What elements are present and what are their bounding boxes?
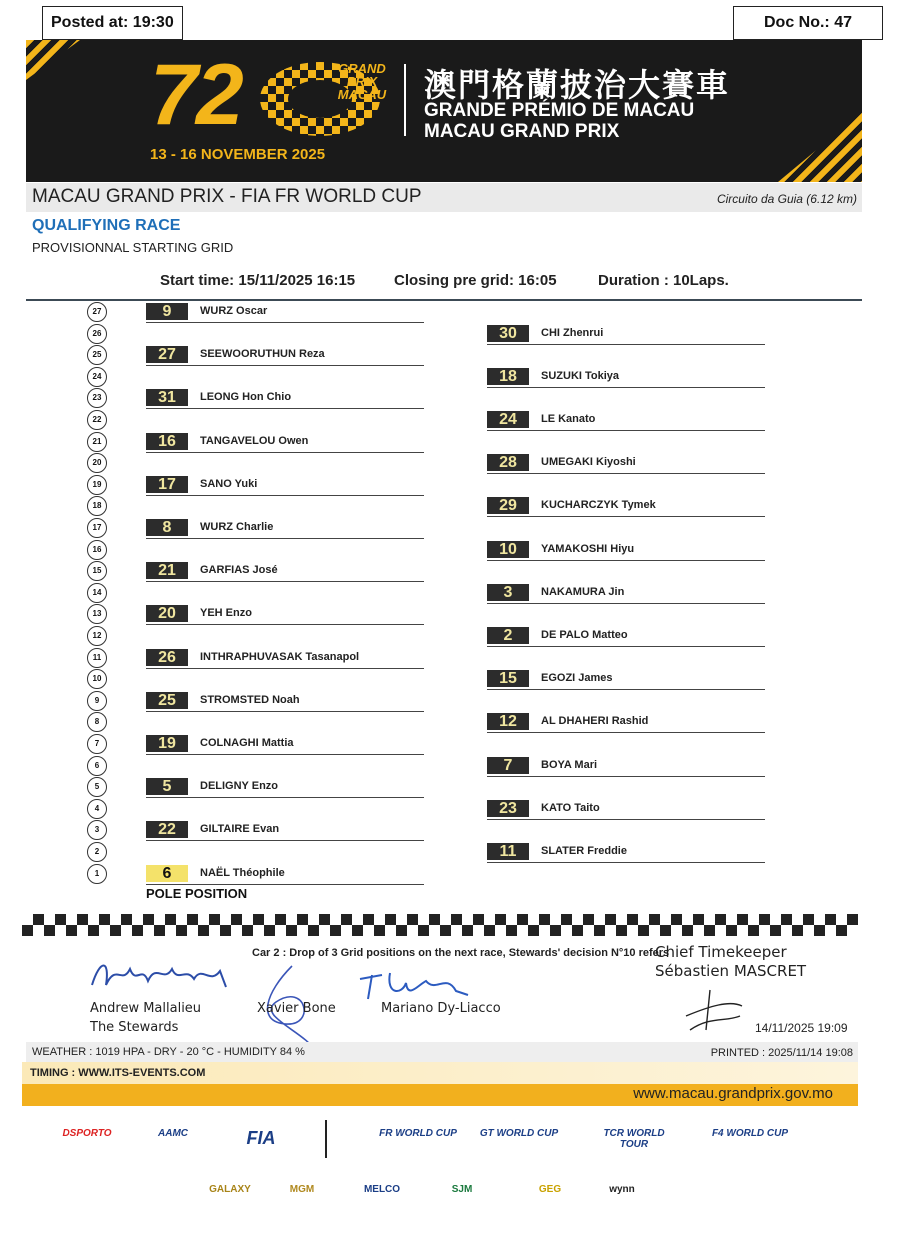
grid-entry-right xyxy=(487,584,767,604)
car-number: 12 xyxy=(487,713,529,730)
driver-name: STROMSTED Noah xyxy=(200,693,300,706)
car-number: 9 xyxy=(146,303,188,320)
driver-name: NAKAMURA Jin xyxy=(541,585,625,598)
entry-underline xyxy=(487,473,765,474)
event-dates: 13 - 16 NOVEMBER 2025 xyxy=(150,146,326,163)
driver-name: AL DHAHERI Rashid xyxy=(541,715,649,728)
grid-entry-left xyxy=(146,476,426,496)
car-number: 31 xyxy=(146,389,188,406)
entry-underline xyxy=(487,603,765,604)
grid-position-marker: 17 xyxy=(87,518,107,538)
grid-entry-left xyxy=(146,303,426,323)
driver-name: UMEGAKI Kiyoshi xyxy=(541,456,636,469)
grid-position-marker: 23 xyxy=(87,388,107,408)
driver-name: BOYA Mari xyxy=(541,758,598,771)
grid-position-marker: 6 xyxy=(87,756,107,776)
sponsor-logo: F4 WORLD CUP xyxy=(711,1128,789,1139)
sponsor-logo: FIA xyxy=(246,1128,276,1148)
chief-signature xyxy=(680,986,750,1036)
entry-underline xyxy=(146,495,424,496)
entry-underline xyxy=(487,646,765,647)
grid-position-marker: 4 xyxy=(87,799,107,819)
grid-entry-right xyxy=(487,411,767,431)
sponsor-logo: TCR WORLD TOUR xyxy=(603,1128,665,1150)
driver-name: EGOZI James xyxy=(541,672,613,685)
grid-entry-right xyxy=(487,454,767,474)
car-number: 20 xyxy=(146,605,188,622)
entry-underline xyxy=(146,797,424,798)
driver-name: SUZUKI Tokiya xyxy=(541,369,620,382)
car-number: 26 xyxy=(146,649,188,666)
entry-underline xyxy=(487,344,765,345)
driver-name: YEH Enzo xyxy=(200,607,252,620)
car-number: 16 xyxy=(146,433,188,450)
driver-name: WURZ Charlie xyxy=(200,521,274,533)
closing-pre-grid: Closing pre grid: 16:05 xyxy=(394,272,557,289)
entry-underline xyxy=(146,754,424,755)
driver-name: CHI Zhenrui xyxy=(541,326,604,339)
driver-name: TANGAVELOU Owen xyxy=(200,434,309,447)
grid-position-marker: 3 xyxy=(87,820,107,840)
grid-entry-right xyxy=(487,670,767,690)
driver-name: YAMAKOSHI Hiyu xyxy=(541,542,635,555)
driver-name: LEONG Hon Chio xyxy=(200,391,292,404)
grid-position-marker: 27 xyxy=(87,302,107,322)
grid-entry-left xyxy=(146,649,426,669)
chief-timekeeper xyxy=(655,943,806,981)
grid-entry-left xyxy=(146,562,426,582)
sponsor-logo: GEG xyxy=(538,1184,562,1195)
entry-underline xyxy=(146,624,424,625)
car-number: 21 xyxy=(146,562,188,579)
logo-text-line: GRAND xyxy=(338,61,386,76)
event-url[interactable]: www.macau.grandprix.gov.mo xyxy=(633,1085,833,1102)
car-number: 27 xyxy=(146,346,188,363)
doc-number: Doc No.: 47 xyxy=(763,14,852,31)
start-time: Start time: 15/11/2025 16:15 xyxy=(160,272,356,289)
sponsor-logo: AAMC xyxy=(158,1128,188,1139)
stewards-label: The Stewards xyxy=(90,1020,179,1035)
entry-underline xyxy=(487,732,765,733)
grid-entry-right xyxy=(487,497,767,517)
doc-number-box xyxy=(733,6,883,40)
grid-entry-left xyxy=(146,389,426,409)
sponsor-logo: GT WORLD CUP xyxy=(479,1128,559,1139)
timing-provider: TIMING : WWW.ITS-EVENTS.COM xyxy=(30,1067,206,1079)
sponsor-logo: FR WORLD CUP xyxy=(379,1128,457,1139)
grid-position-marker: 5 xyxy=(87,777,107,797)
grid-entry-right xyxy=(487,627,767,647)
grid-position-marker: 25 xyxy=(87,345,107,365)
grid-entry-right xyxy=(487,713,767,733)
entry-underline xyxy=(487,430,765,431)
checkered-strip xyxy=(22,914,858,936)
car-number: 23 xyxy=(487,800,529,817)
grid-entry-right xyxy=(487,541,767,561)
steward-name: Xavier Bone xyxy=(257,1001,336,1016)
grid-position-marker: 18 xyxy=(87,496,107,516)
driver-name: SEEWOORUTHUN Reza xyxy=(200,348,325,361)
car-number: 29 xyxy=(487,497,529,514)
entry-underline xyxy=(146,408,424,409)
driver-name: LE Kanato xyxy=(541,413,596,425)
grid-entry-left xyxy=(146,692,426,712)
entry-underline xyxy=(487,516,765,517)
sponsor-logo: MGM xyxy=(289,1184,315,1195)
car-number: 11 xyxy=(487,843,529,860)
entry-underline xyxy=(487,819,765,820)
entry-underline xyxy=(146,840,424,841)
grid-position-marker: 7 xyxy=(87,734,107,754)
steward-name: Mariano Dy-Liacco xyxy=(381,1001,501,1016)
car-number: 7 xyxy=(487,757,529,774)
grid-position-marker: 12 xyxy=(87,626,107,646)
grid-position-marker: 16 xyxy=(87,540,107,560)
grid-entry-left xyxy=(146,865,426,885)
posted-at-box xyxy=(42,6,183,40)
printed-timestamp: PRINTED : 2025/11/14 19:08 xyxy=(710,1047,853,1059)
posted-at: Posted at: 19:30 xyxy=(51,14,174,31)
car-number: 30 xyxy=(487,325,529,342)
circuit-info: Circuito da Guia (6.12 km) xyxy=(716,192,857,206)
grid-entry-right xyxy=(487,368,767,388)
driver-name: WURZ Oscar xyxy=(200,305,268,317)
logo-text-line: PRIX xyxy=(346,74,378,89)
entry-underline xyxy=(146,581,424,582)
car-number: 25 xyxy=(146,692,188,709)
driver-name: SANO Yuki xyxy=(200,477,258,490)
car-number: 18 xyxy=(487,368,529,385)
title-english: MACAU GRAND PRIX xyxy=(424,121,620,142)
sponsor-logo: wynn xyxy=(609,1184,635,1195)
car-number: 15 xyxy=(487,670,529,687)
grid-entry-right xyxy=(487,800,767,820)
grid-position-marker: 10 xyxy=(87,669,107,689)
driver-name: COLNAGHI Mattia xyxy=(200,737,294,749)
entry-underline xyxy=(487,862,765,863)
grid-entry-right xyxy=(487,325,767,345)
title-chinese: 澳門格蘭披治大賽車 xyxy=(424,66,731,104)
grid-entry-left xyxy=(146,778,426,798)
grid-position-marker: 14 xyxy=(87,583,107,603)
entry-underline xyxy=(487,776,765,777)
grid-entry-left xyxy=(146,821,426,841)
header-rule xyxy=(26,299,862,301)
grid-entry-right xyxy=(487,843,767,863)
car-number: 6 xyxy=(146,865,188,882)
grid-entry-right xyxy=(487,757,767,777)
entry-underline xyxy=(146,365,424,366)
car-number: 5 xyxy=(146,778,188,795)
race-duration: Duration : 10Laps. xyxy=(598,272,729,289)
driver-name: KUCHARCZYK Tymek xyxy=(541,499,656,512)
car-number: 10 xyxy=(487,541,529,558)
entry-underline xyxy=(487,560,765,561)
car-number: 2 xyxy=(487,627,529,644)
banner-divider xyxy=(404,64,406,136)
grand-prix-logo-text xyxy=(332,62,392,101)
driver-name: SLATER Freddie xyxy=(541,845,627,857)
car-number: 17 xyxy=(146,476,188,493)
edition-number: 72 xyxy=(150,47,242,143)
driver-name: NAËL Théophile xyxy=(200,866,285,879)
car-number: 28 xyxy=(487,454,529,471)
grid-entry-left xyxy=(146,605,426,625)
entry-underline xyxy=(146,452,424,453)
entry-underline xyxy=(146,668,424,669)
series-title: MACAU GRAND PRIX - FIA FR WORLD CUP xyxy=(32,186,422,207)
grid-position-marker: 9 xyxy=(87,691,107,711)
sponsor-logo: DSPORTO xyxy=(62,1128,112,1139)
driver-name: DELIGNY Enzo xyxy=(200,780,279,793)
grid-position-marker: 21 xyxy=(87,432,107,452)
car-number: 8 xyxy=(146,519,188,536)
driver-name: GILTAIRE Evan xyxy=(200,823,280,836)
driver-name: GARFIAS José xyxy=(200,564,278,577)
car-number: 22 xyxy=(146,821,188,838)
sponsor-logo: MELCO xyxy=(363,1184,401,1195)
grid-entry-left xyxy=(146,346,426,366)
title-portuguese: GRANDE PRÉMIO DE MACAU xyxy=(424,100,695,121)
car-number: 19 xyxy=(146,735,188,752)
driver-name: INTHRAPHUVASAK Tasanapol xyxy=(200,650,360,663)
pole-position-label: POLE POSITION xyxy=(146,886,248,901)
entry-underline xyxy=(146,538,424,539)
sponsor-logo: GALAXY xyxy=(209,1184,251,1195)
grid-entry-left xyxy=(146,519,426,539)
signed-timestamp: 14/11/2025 19:09 xyxy=(755,1021,848,1035)
weather-info: WEATHER : 1019 HPA - DRY - 20 °C - HUMIDITY 84 % xyxy=(32,1046,305,1058)
grid-position-marker: 19 xyxy=(87,475,107,495)
steward-name: Andrew Mallalieu xyxy=(90,1001,202,1016)
entry-underline xyxy=(487,689,765,690)
entry-underline xyxy=(146,884,424,885)
driver-name: DE PALO Matteo xyxy=(541,629,628,641)
grid-position-marker: 26 xyxy=(87,324,107,344)
steward-signature-3 xyxy=(356,965,476,1005)
logo-text-line: MACAU xyxy=(337,87,387,102)
entry-underline xyxy=(487,387,765,388)
sponsor-logo: SJM xyxy=(451,1184,473,1195)
grid-entry-left xyxy=(146,433,426,453)
grid-position-marker: 2 xyxy=(87,842,107,862)
driver-name: KATO Taito xyxy=(541,801,600,814)
grid-position-marker: 8 xyxy=(87,712,107,732)
grid-position-marker: 13 xyxy=(87,604,107,624)
entry-underline xyxy=(146,322,424,323)
session-title: QUALIFYING RACE xyxy=(32,217,181,234)
grid-position-marker: 15 xyxy=(87,561,107,581)
penalty-note: Car 2 : Drop of 3 Grid positions on the next race, Stewards' decision N°10 refers xyxy=(252,947,670,959)
sponsor-divider xyxy=(325,1120,327,1158)
entry-underline xyxy=(146,711,424,712)
grid-position-marker: 1 xyxy=(87,864,107,884)
car-number: 3 xyxy=(487,584,529,601)
grid-position-marker: 20 xyxy=(87,453,107,473)
car-number: 24 xyxy=(487,411,529,428)
grid-position-marker: 11 xyxy=(87,648,107,668)
document-type: PROVISIONNAL STARTING GRID xyxy=(32,240,234,255)
grid-position-marker: 22 xyxy=(87,410,107,430)
steward-signature-1 xyxy=(86,955,246,1001)
chief-name: Sébastien MASCRET xyxy=(655,962,807,980)
grid-entry-left xyxy=(146,735,426,755)
grid-position-marker: 24 xyxy=(87,367,107,387)
chief-title: Chief Timekeeper xyxy=(655,943,787,961)
